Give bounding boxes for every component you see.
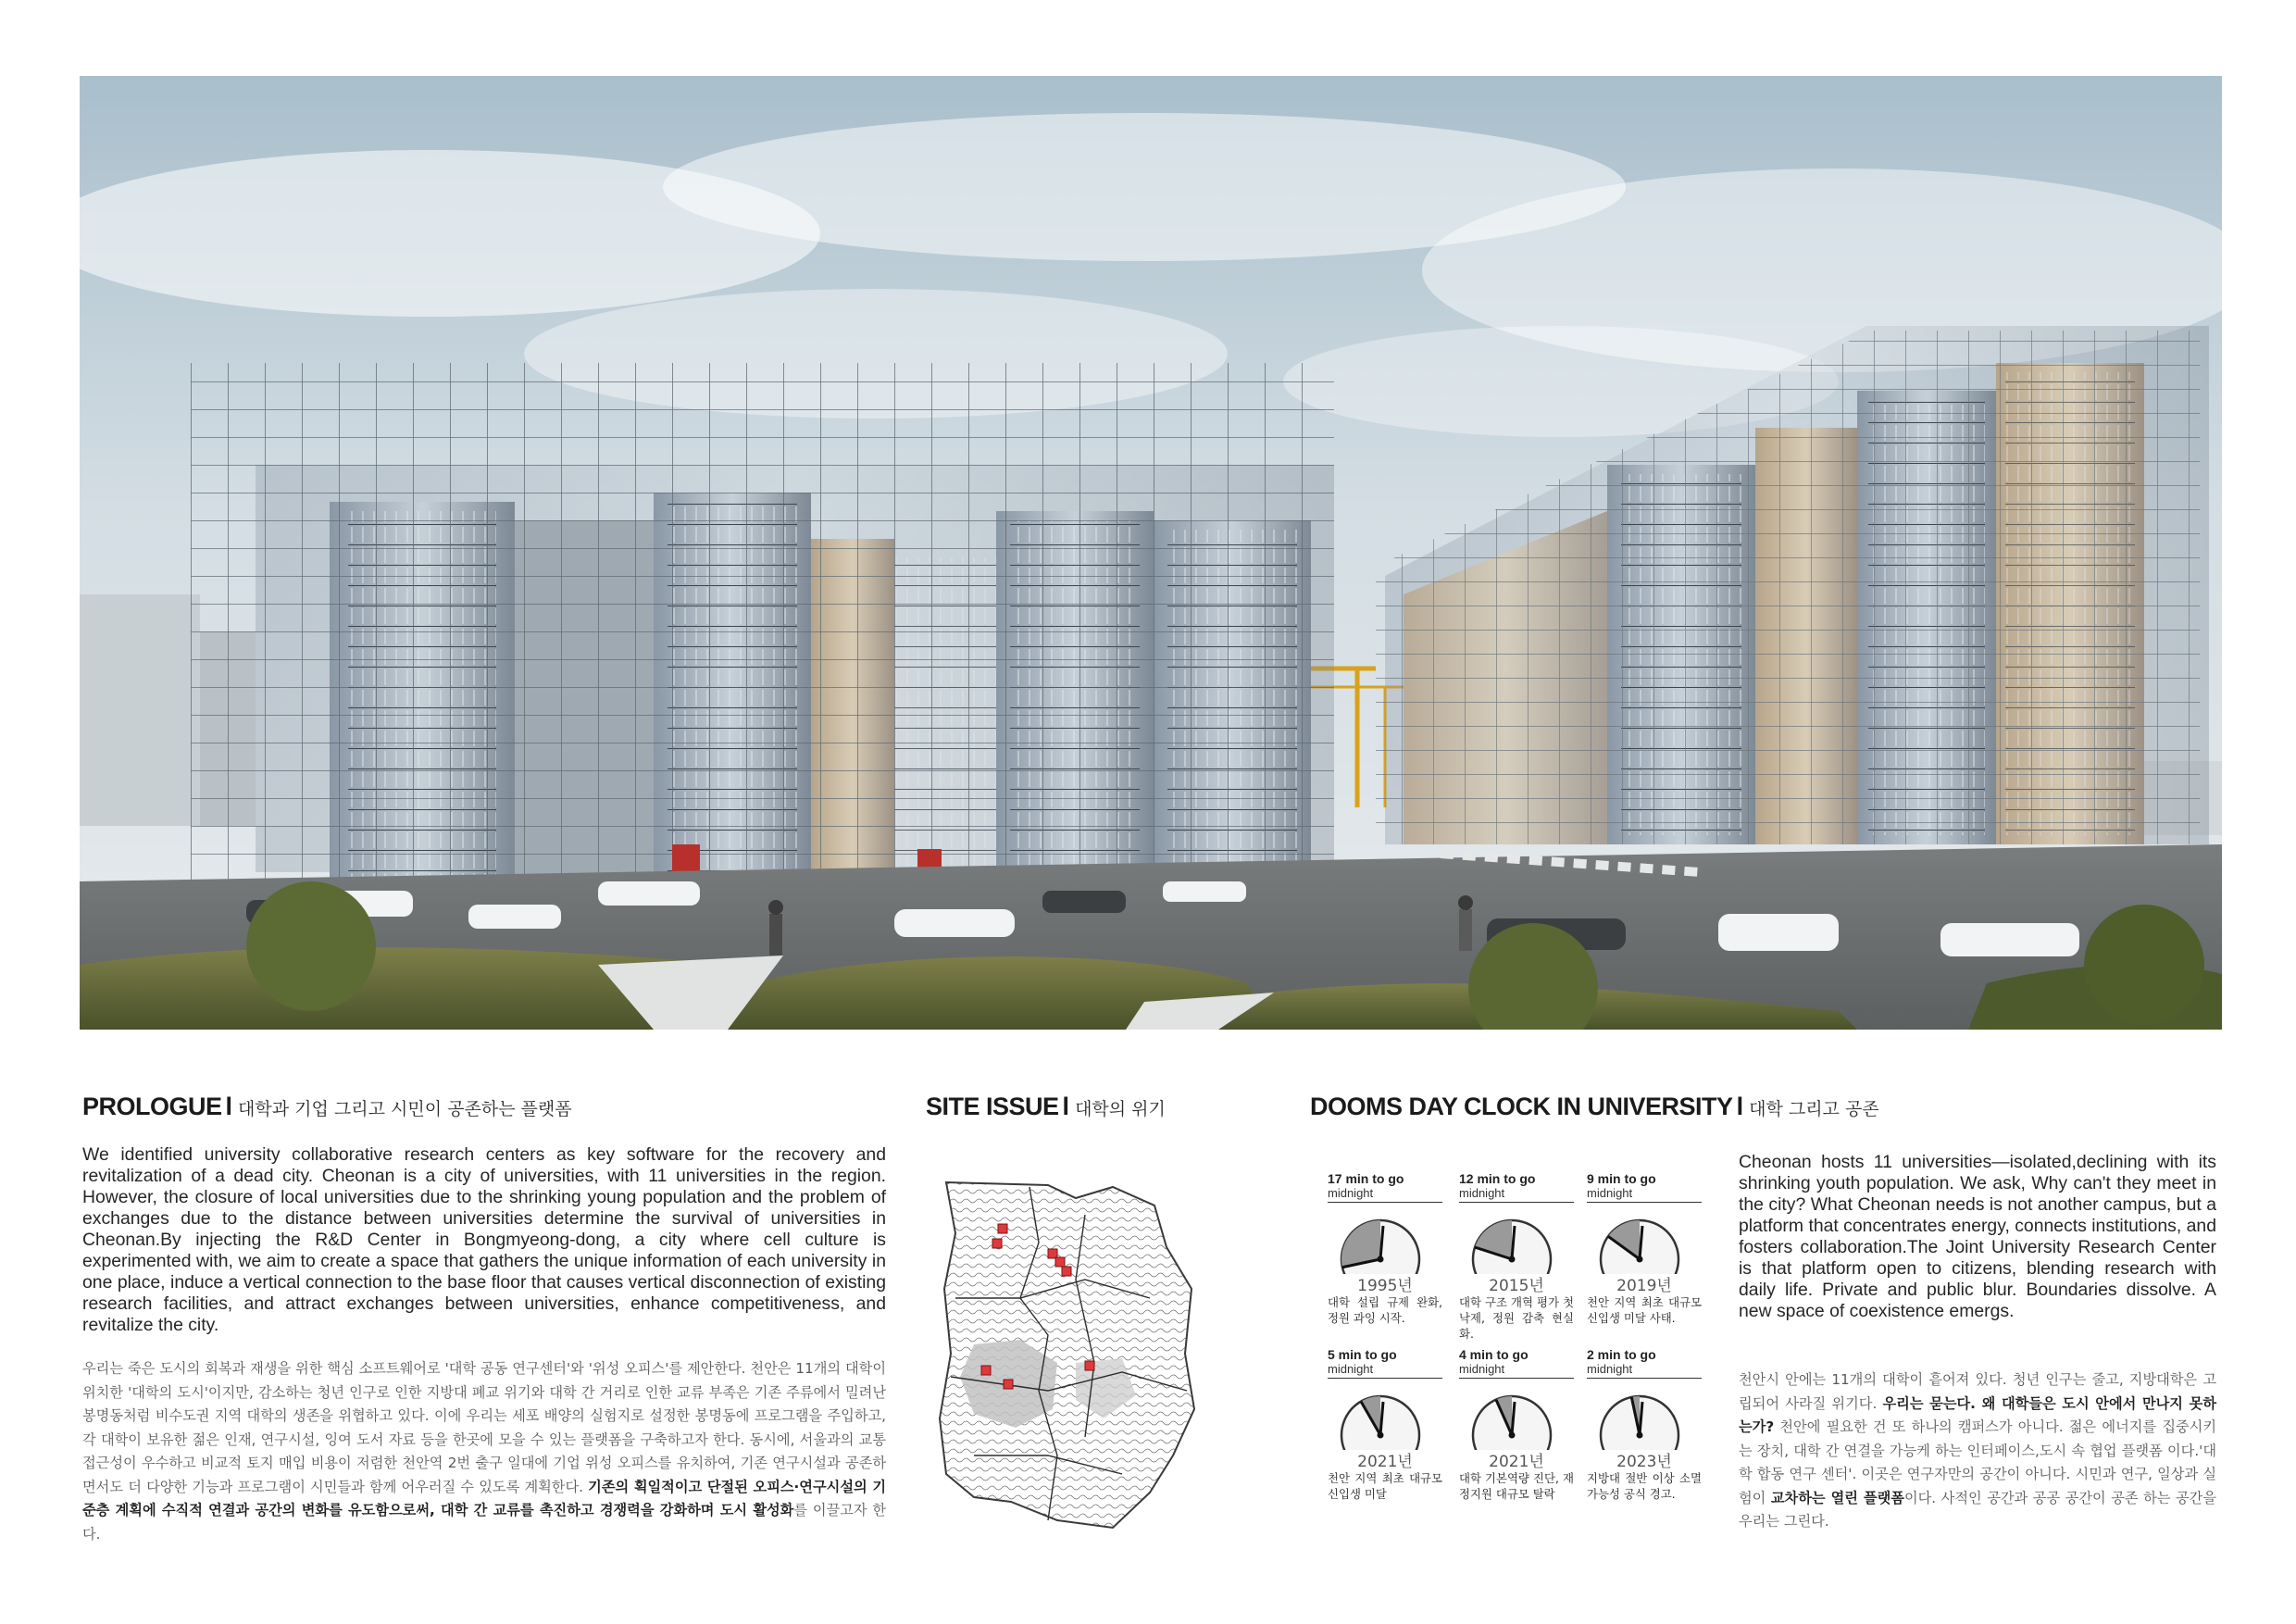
clock-center-dot: [1509, 1432, 1516, 1439]
clock-face-icon: [1332, 1211, 1438, 1276]
clock-year: 2023년: [1616, 1453, 1672, 1471]
doomsday-body-en: Cheonan hosts 11 universities—isolated,declining with its shrinking youth population. We ask, Why can't they meet in the city? What Cheonan needs is not another campus, but a platform that concentrates energy, connects institutions, and fosters collaboration.The Joint University Research Center is that platform open to citizens, blending research with daily life. Private and public blur. Boundaries dissolve. A new space of coexistence emergs.: [1739, 1152, 2216, 1321]
clock-year: 2021년: [1489, 1453, 1544, 1471]
clock-caption-midnight: midnight: [1328, 1362, 1374, 1376]
prologue-title: PROLOGUE: [82, 1093, 222, 1120]
clock-description: 대학 설립 규제 완화, 정원 과잉 시작.: [1328, 1295, 1442, 1325]
clock-center-dot: [1378, 1256, 1384, 1263]
clock-caption: [1328, 1172, 1442, 1203]
doomsday-body-ko-bold-1: 우리는 묻는다. 왜 대학들은 도시 안에서 만나지 못하는가?: [1739, 1394, 2216, 1435]
prologue-heading: [82, 1093, 572, 1121]
doomsday-title: DOOMS DAY CLOCK IN UNIVERSITY: [1310, 1093, 1733, 1120]
clock-caption: [1328, 1348, 1442, 1379]
doomsday-body-ko-1: 천안시 안에는 11개의 대학이 흩어져 있다. 청년 인구는 줄고, 지방대학은 고립되어 사라질 위기다.: [1739, 1371, 2216, 1412]
clock-center-dot: [1509, 1256, 1516, 1263]
cheonan-site-map: [937, 1178, 1196, 1534]
clock-face-icon: [1464, 1387, 1569, 1452]
university-marker: [1055, 1257, 1065, 1267]
clock-caption-midnight: midnight: [1587, 1362, 1633, 1376]
site-issue-subtitle: 대학의 위기: [1075, 1099, 1166, 1119]
left-building: [191, 363, 1334, 891]
prologue-separator: l: [225, 1093, 233, 1120]
clock-center-dot: [1378, 1432, 1384, 1439]
clock-caption: [1587, 1172, 1702, 1203]
site-issue-separator: l: [1062, 1093, 1070, 1120]
site-issue-title: SITE ISSUE: [926, 1093, 1059, 1120]
clock-description: 천안 지역 최초 대규모 신입생 미달 사태.: [1587, 1295, 1702, 1325]
clock-caption-minutes: 17 min to go: [1328, 1171, 1404, 1186]
clock-caption-midnight: midnight: [1587, 1186, 1633, 1200]
hero-render: [80, 76, 2222, 1030]
clock-caption: [1459, 1348, 1574, 1379]
university-marker: [981, 1366, 991, 1375]
doomsday-heading: [1310, 1093, 1879, 1121]
clock-year: 1995년: [1357, 1277, 1413, 1295]
clock-center-dot: [1637, 1432, 1643, 1439]
prologue-body-ko-2: 를 이끌고자 한다.: [82, 1502, 886, 1543]
clock-description: 대학 기본역량 진단, 재정지원 대규모 탈락: [1459, 1471, 1574, 1501]
clock-face-icon: [1332, 1387, 1438, 1452]
site-issue-heading: [926, 1093, 1166, 1121]
doomsday-clock: [1459, 1172, 1574, 1348]
clock-face-icon: [1464, 1211, 1569, 1276]
clock-caption-midnight: midnight: [1459, 1362, 1505, 1376]
doomsday-body-ko-3: 이다. 사적인 공간과 공공 공간이 공존 하는 공간을 우리는 그린다.: [1739, 1489, 2216, 1530]
clock-year: 2015년: [1489, 1277, 1544, 1295]
university-marker: [1004, 1380, 1013, 1389]
clock-caption: [1459, 1172, 1574, 1203]
university-marker: [992, 1239, 1002, 1248]
clock-description: 천안 지역 최초 대규모 신입생 미달: [1328, 1471, 1442, 1501]
clock-caption: [1587, 1348, 1702, 1379]
clock-year: 2021년: [1357, 1453, 1413, 1471]
doomsday-body-ko-2: 천안에 필요한 건 또 하나의 캠퍼스가 아니다. 젊은 에너지를 집중시키는 장치, 대학 간 연결을 가능케 하는 인터페이스,도시 속 협업 플랫폼 이다.'대학 합동 연구 센터'. 이곳은 연구자만의 공간이 아니다. 시민과 연구, 일상과 실험이: [1739, 1418, 2217, 1506]
clock-year: 2019년: [1616, 1277, 1672, 1295]
clock-caption-midnight: midnight: [1459, 1186, 1505, 1200]
clock-face-icon: [1591, 1211, 1697, 1276]
prologue-subtitle: 대학과 기업 그리고 시민이 공존하는 플랫폼: [238, 1099, 572, 1119]
clock-description: 지방대 절반 이상 소멸 가능성 공식 경고.: [1587, 1471, 1702, 1501]
clock-caption-minutes: 12 min to go: [1459, 1171, 1536, 1186]
doomsday-subtitle: 대학 그리고 공존: [1749, 1099, 1879, 1119]
clock-description: 대학 구조 개혁 평가 첫 낙제, 정원 감축 현실화.: [1459, 1295, 1574, 1341]
doomsday-body-ko: [1739, 1368, 2216, 1534]
prologue-body-ko-bold: 기존의 획일적이고 단절된 오피스·연구시설의 기준층 계획에 수직적 연결과 공간의 변화를 유도함으로써, 대학 간 교류를 촉진하고 경쟁력을 강화하며 도시 활성화: [82, 1478, 886, 1518]
university-marker: [998, 1224, 1007, 1233]
clock-caption-minutes: 4 min to go: [1459, 1347, 1529, 1362]
doomsday-clock: [1587, 1348, 1702, 1524]
clock-center-dot: [1637, 1256, 1643, 1263]
doomsday-body-ko-bold-2: 교차하는 열린 플랫폼: [1770, 1489, 1904, 1506]
clock-face-icon: [1591, 1387, 1697, 1452]
doomsday-clock: [1328, 1172, 1442, 1348]
prologue-body-ko: [82, 1357, 886, 1546]
clock-caption-minutes: 5 min to go: [1328, 1347, 1397, 1362]
prologue-body-en: We identified university collaborative research centers as key software for the recovery and revitalization of a dead city. Cheonan is a city of universities, with 11 universities in the region. However, the closure of local universities due to the shrinking young population and the problem of exchanges due to the distance between universities determine the survival of universities in Cheonan.By injecting the R&D Center in Bongmyeong-dong, a city where cell culture is experimented with, we aim to create a space that gathers the unique information of each university in one place, induce a vertical connection to the base floor that causes vertical disconnection of existing research facilities, and attract exchanges between universities, enhance competitiveness, and revitalize the city.: [82, 1144, 886, 1335]
clock-caption-midnight: midnight: [1328, 1186, 1374, 1200]
clock-caption-minutes: 9 min to go: [1587, 1171, 1656, 1186]
doomsday-clock: [1459, 1348, 1574, 1524]
doomsday-clock: [1328, 1348, 1442, 1524]
doomsday-separator: l: [1736, 1093, 1744, 1120]
clock-caption-minutes: 2 min to go: [1587, 1347, 1656, 1362]
university-marker: [1085, 1361, 1094, 1370]
doomsday-clock: [1587, 1172, 1702, 1348]
prologue-body-ko-1: 우리는 죽은 도시의 회복과 재생을 위한 핵심 소프트웨어로 '대학 공동 연구센터'와 '위성 오피스'를 제안한다. 천안은 11개의 대학이 위치한 '대학의 도시'이지만, 감소하는 청년 인구로 인한 지방대 폐교 위기와 대학 간 거리로 인한 교류 부족은 기존 주류에서 밀려난 봉명동처럼 비수도권 지역 대학의 생존을 위협하고 있다. 이에 우리는 세포 배양의 실험지로 설정한 봉명동에 프로그램을 주입하고, 각 대학이 보유한 젊은 인재, 연구시설, 잉여 도서 자료 등을 한곳에 모을 수 있는 플랫폼을 구축하고자 한다. 동시에, 서울과의 교통 접근성이 우수하고 비교적 토지 매입 비용이 저렴한 천안역 2번 출구 일대에 기업 위성 오피스를 유치하여, 기존 연구시설과 공존하면서도 더 다양한 기능과 프로그램이 시민들과 함께 어우러질 수 있도록 계획한다.: [82, 1360, 886, 1495]
university-marker: [1062, 1267, 1071, 1276]
